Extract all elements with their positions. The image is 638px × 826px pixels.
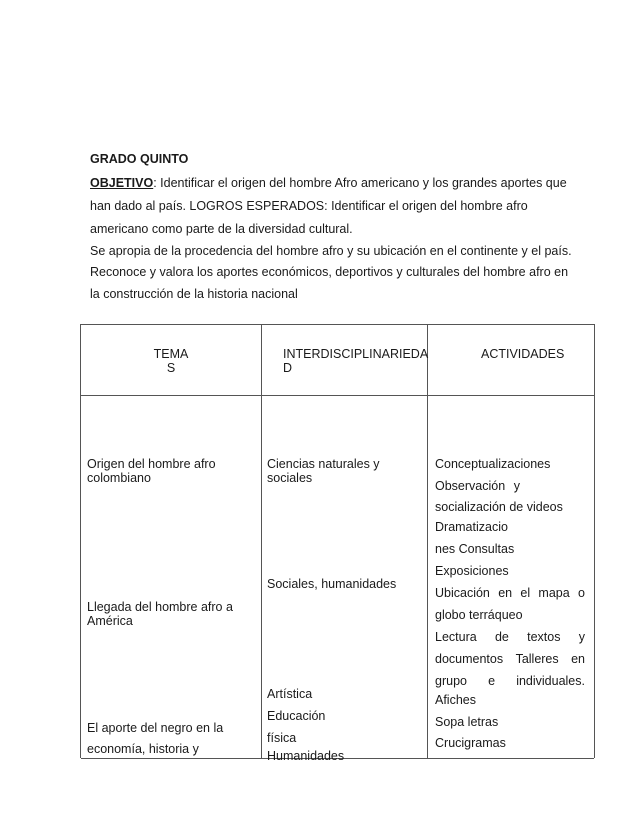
inter-sociales: Sociales, humanidades [267,577,397,591]
act-sopa-letras: Sopa letras [435,715,499,729]
inter-artistica: Artística [267,687,313,701]
act-conceptualizaciones: Conceptualizaciones [435,457,551,471]
inter-humanidades: Humanidades [267,749,345,763]
inter-fisica: física [267,731,297,745]
paragraph-line-5: Reconoce y valora los aportes económicos, deportivos y culturales del hombre afro en [90,265,569,279]
column-divider-2 [427,325,428,758]
act-grupo: grupo e individuales. [435,674,585,688]
tema-origen: Origen del hombre afro colombiano [87,457,216,485]
act-globo: globo terráqueo [435,608,523,622]
act-ubicacion: Ubicación en el mapa o [435,586,585,600]
tema-llegada: Llegada del hombre afro a América [87,600,233,628]
column-divider-1 [261,325,262,758]
themes-table [80,324,595,763]
act-consultas: nes Consultas [435,542,515,556]
act-observacion: Observación y [435,479,520,493]
header-interdisciplinariedad: INTERDISCIPLINARIEDA D [283,347,429,375]
act-lectura: Lectura de textos y [435,630,585,644]
paragraph-line-4: Se apropia de la procedencia del hombre afro y su ubicación en el continente y el país. [90,244,572,258]
act-socializacion: socialización de videos [435,500,563,514]
grade-heading: GRADO QUINTO [90,152,189,166]
inter-ciencias: Ciencias naturales y sociales [267,457,380,485]
act-documentos: documentos Talleres en [435,652,585,666]
act-exposiciones: Exposiciones [435,564,509,578]
paragraph-line-3: americano como parte de la diversidad cultural. [90,222,353,236]
tema-aporte: El aporte del negro en la economía, historia y [87,721,224,756]
paragraph-line-2: han dado al país. LOGROS ESPERADOS: Identificar el origen del hombre afro [90,199,528,213]
act-crucigramas: Crucigramas [435,736,506,750]
inter-educacion: Educación [267,709,326,723]
header-temas: TEMA S [153,347,189,375]
paragraph-line-6: la construcción de la historia nacional [90,287,298,301]
header-actividades: ACTIVIDADES [481,347,565,361]
act-afiches: Afiches [435,693,476,707]
act-dramatizacio: Dramatizacio [435,520,508,534]
objective-line [90,176,567,190]
objective-label: OBJETIVO [90,176,154,190]
objective-text: : Identificar el origen del hombre Afro americano y los grandes aportes que [153,176,567,190]
header-divider [81,395,594,396]
